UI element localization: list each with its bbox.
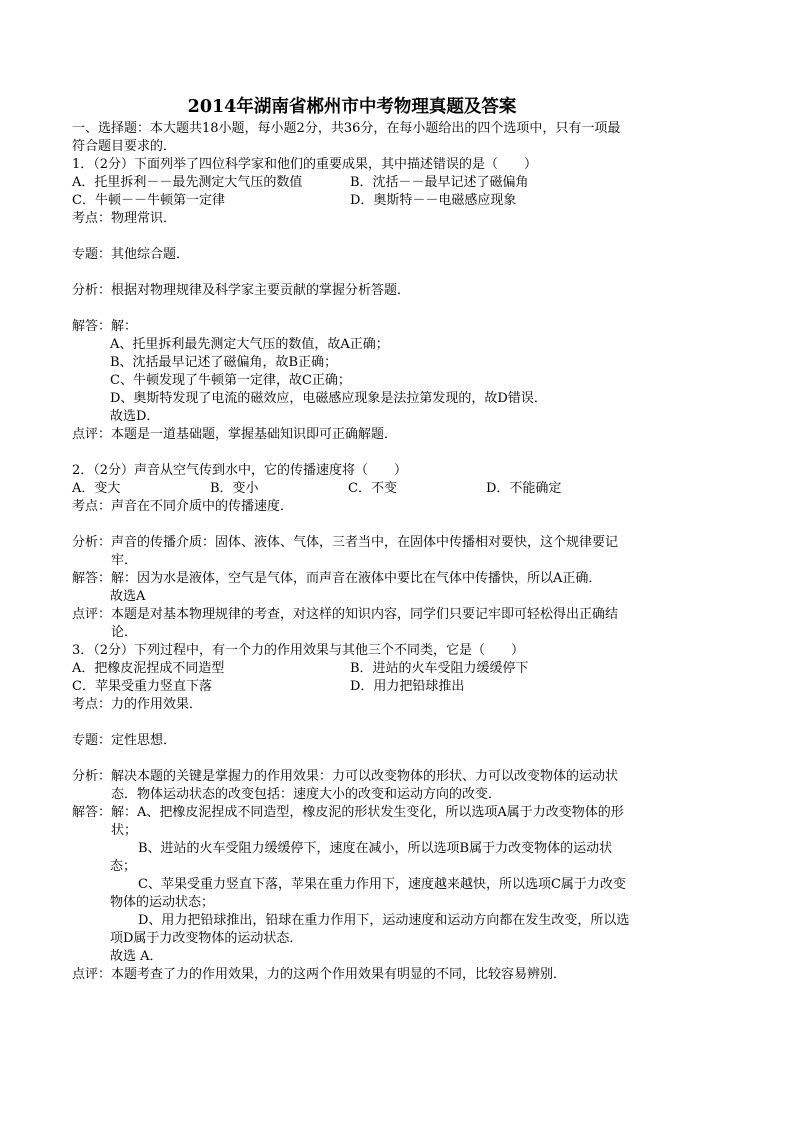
question-3-fenxi — [72, 768, 632, 804]
question-2-dianping-text: 本题是对基本物理规律的考查，对这样的知识内容，同学们只要记牢即可轻松得出正确结论． — [111, 607, 619, 640]
section-heading: 一、选择题：本大题共18小题，每小题2分，共36分，在每小题给出的四个选项中，只有一项最符合题目要求的． — [72, 121, 621, 154]
question-3-jieda-d: D、用力把铅球推出，铅球在重力作用下，运动速度和运动方向都在发生改变，所以选项D属于力改变物体的运动状态． — [110, 913, 630, 946]
question-3-answer: 故选 A． — [110, 949, 163, 964]
question-3-jieda-b: B、进站的火车受阻力缓缓停下，速度在减小，所以选项B属于力改变物体的运动状态； — [110, 841, 613, 874]
question-1-jieda-b: B、沈括最早记述了磁偏角，故B正确； — [110, 355, 338, 370]
question-1-option-a: A．托里拆利－－最先测定大气压的数值 — [72, 175, 303, 190]
question-2-jieda-text: 解：因为水是液体，空气是气体，而声音在液体中要比在气体中传播快，所以A正确． — [111, 571, 602, 586]
question-2-dianping-label: 点评： — [72, 607, 112, 622]
question-3-fenxi-label: 分析： — [72, 769, 112, 784]
document-page — [72, 96, 632, 984]
question-1-dianping: 点评：本题是一道基础题，掌握基础知识即可正确解题． — [72, 427, 398, 442]
question-3-option-b: B．进站的火车受阻力缓缓停下 — [350, 661, 529, 676]
question-3-jieda-c: C、苹果受重力竖直下落，苹果在重力作用下，速度越来越快，所以选项C属于力改变物体的运动状态； — [110, 877, 626, 910]
question-1-kaodian: 考点：物理常识． — [72, 211, 177, 226]
question-1-options-row-1 — [72, 174, 632, 192]
question-1-option-d: D．奥斯特－－电磁感应现象 — [350, 193, 517, 208]
question-1-zhuanti: 专题：其他综合题． — [72, 247, 190, 262]
question-2-option-c: C．不变 — [348, 481, 397, 496]
question-1-jieda-a: A、托里拆利最先测定大气压的数值，故A正确； — [110, 337, 389, 352]
question-1-jieda-c: C、牛顿发现了牛顿第一定律，故C正确； — [110, 373, 351, 388]
question-1-option-b: B．沈括－－最早记述了磁偏角 — [350, 175, 529, 190]
question-2-stem: 2．（2分）声音从空气传到水中，它的传播速度将（ ） — [72, 463, 408, 478]
page-title: 2014年湖南省郴州市中考物理真题及答案 — [187, 97, 517, 117]
question-3-zhuanti: 专题：定性思想． — [72, 733, 177, 748]
question-2-option-a: A．变大 — [72, 481, 121, 496]
question-3-jieda-a: 解：A、把橡皮泥捏成不同造型，橡皮泥的形状发生变化，所以选项A属于力改变物体的形状； — [111, 805, 624, 838]
question-2-answer: 故选A — [110, 589, 146, 604]
question-1-jieda-label: 解答：解： — [72, 319, 138, 334]
question-3-option-a: A．把橡皮泥捏成不同造型 — [72, 661, 225, 676]
question-2-fenxi-text: 声音的传播介质：固体、液体、气体，三者当中，在固体中传播相对要快，这个规律要记牢． — [111, 535, 619, 568]
question-2-jieda-label: 解答： — [72, 571, 112, 586]
question-2-dianping — [72, 606, 632, 642]
question-3-fenxi-text: 解决本题的关键是掌握力的作用效果：力可以改变物体的形状、力可以改变物体的运动状态．物体运动状态的改变包括：速度大小的改变和运动方向的改变． — [111, 769, 619, 802]
question-3-dianping: 点评：本题考查了力的作用效果，力的这两个作用效果有明显的不同，比较容易辨别． — [72, 967, 567, 982]
question-1-answer: 故选D． — [110, 409, 160, 424]
question-3-option-d: D．用力把铅球推出 — [350, 679, 465, 694]
question-2-kaodian: 考点：声音在不同介质中的传播速度． — [72, 499, 294, 514]
question-3-options-row-1 — [72, 660, 632, 678]
question-1-options-row-2 — [72, 192, 632, 210]
question-2-jieda — [72, 570, 632, 588]
question-3-jieda-label: 解答： — [72, 805, 112, 820]
question-1-fenxi: 分析：根据对物理规律及科学家主要贡献的掌握分析答题． — [72, 283, 411, 298]
question-3-kaodian: 考点：力的作用效果． — [72, 697, 203, 712]
question-3-stem: 3．（2分）下列过程中，有一个力的作用效果与其他三个不同类，它是（ ） — [72, 643, 525, 658]
question-1-stem: 1．（2分）下面列举了四位科学家和他们的重要成果，其中描述错误的是（ ） — [72, 157, 538, 172]
question-1-jieda-d: D、奥斯特发现了电流的磁效应，电磁感应现象是法拉第发现的，故D错误． — [110, 391, 547, 406]
question-2-fenxi-label: 分析： — [72, 535, 112, 550]
question-2-option-d: D．不能确定 — [486, 481, 562, 496]
question-3-jieda — [72, 804, 632, 840]
question-2-option-b: B．变小 — [210, 481, 259, 496]
question-1-option-c: C．牛顿－－牛顿第一定律 — [72, 193, 225, 208]
question-2-options — [72, 480, 632, 498]
question-2-fenxi — [72, 534, 632, 570]
question-3-option-c: C．苹果受重力竖直下落 — [72, 679, 212, 694]
question-3-options-row-2 — [72, 678, 632, 696]
